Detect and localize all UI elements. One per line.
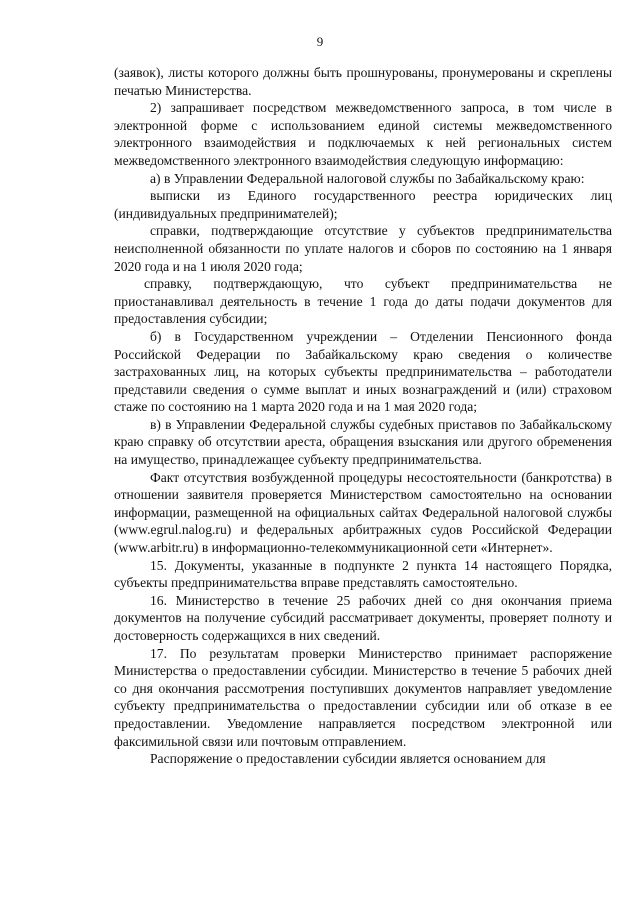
page-number: 9 [316, 34, 324, 49]
paragraph-subitem-b: б) в Государственном учреждении – Отделении Пенсионного фонда Российской Федерации по Забайкальскому краю сведения о количестве застрахованных лиц, на которых субъекты предпринимательства – работодатели представили сведения о сумме выплат и иных вознаграждений и (или) страховом стаже по состоянию на 1 марта 2020 года и на 1 мая 2020 года; [114, 328, 612, 415]
paragraph-tax-certificates: справки, подтверждающие отсутствие у субъектов предпринимательства неисполненной обязанности по уплате налогов и сборов по состоянию на 1 января 2020 года и на 1 июля 2020 года; [114, 223, 612, 274]
document-body [114, 64, 612, 768]
paragraph-subitem-a: а) в Управлении Федеральной налоговой службы по Забайкальскому краю: [150, 170, 585, 186]
paragraph-clause-16: 16. Министерство в течение 25 рабочих дней со дня окончания приема документов на получение субсидий рассматривает документы, проверяет полноту и достоверность содержащихся в них сведений. [114, 592, 612, 643]
paragraph-activity-certificate: справку, подтверждающую, что субъект предпринимательства не приостанавливал деятельность в течение 1 года до даты подачи документов для предоставления субсидии; [114, 276, 612, 327]
paragraph-continuation: (заявок), листы которого должны быть прошнурованы, пронумерованы и скреплены печатью Министерства. [114, 65, 612, 98]
paragraph-order-basis: Распоряжение о предоставлении субсидии является основанием для [150, 751, 546, 767]
paragraph-subitem-v: в) в Управлении Федеральной службы судебных приставов по Забайкальскому краю справку об отсутствии ареста, обращения взыскания или другого обременения на имущество, принадлежащее субъекту предпринимательства. [114, 416, 612, 468]
paragraph-clause-15: 15. Документы, указанные в подпункте 2 пункта 14 настоящего Порядка, субъекты предпринимательства вправе представлять самостоятельно. [114, 557, 612, 591]
paragraph-extracts: выписки из Единого государственного реестра юридических лиц (индивидуальных предпринимателей); [114, 188, 612, 221]
paragraph-item-2: 2) запрашивает посредством межведомственного запроса, в том числе в электронной форме с использованием единой системы межведомственного электронного взаимодействия и подключаемых к ней региональных систем межведомственного электронного взаимодействия следующую информацию: [114, 100, 612, 168]
paragraph-bankruptcy-check: Факт отсутствия возбужденной процедуры несостоятельности (банкротства) в отношении заявителя проверяется Министерством самостоятельно на основании информации, размещенной на официальных сайтах Федеральной налоговой службы (www.egrul.nalog.ru) и федеральных арбитражных судов Российской Федерации (www.arbitr.ru) в информационно-телекоммуникационной сети «Интернет». [114, 469, 612, 556]
paragraph-clause-17: 17. По результатам проверки Министерство принимает распоряжение Министерства о предоставлении субсидии. Министерство в течение 5 рабочих дней со дня окончания рассмотрения поступивших документов направляет уведомление субъекту предпринимательства о предоставлении субсидии или об отказе в ее предоставлении. Уведомление направляется посредством электронной или факсимильной связи или почтовым отправлением. [114, 645, 612, 749]
